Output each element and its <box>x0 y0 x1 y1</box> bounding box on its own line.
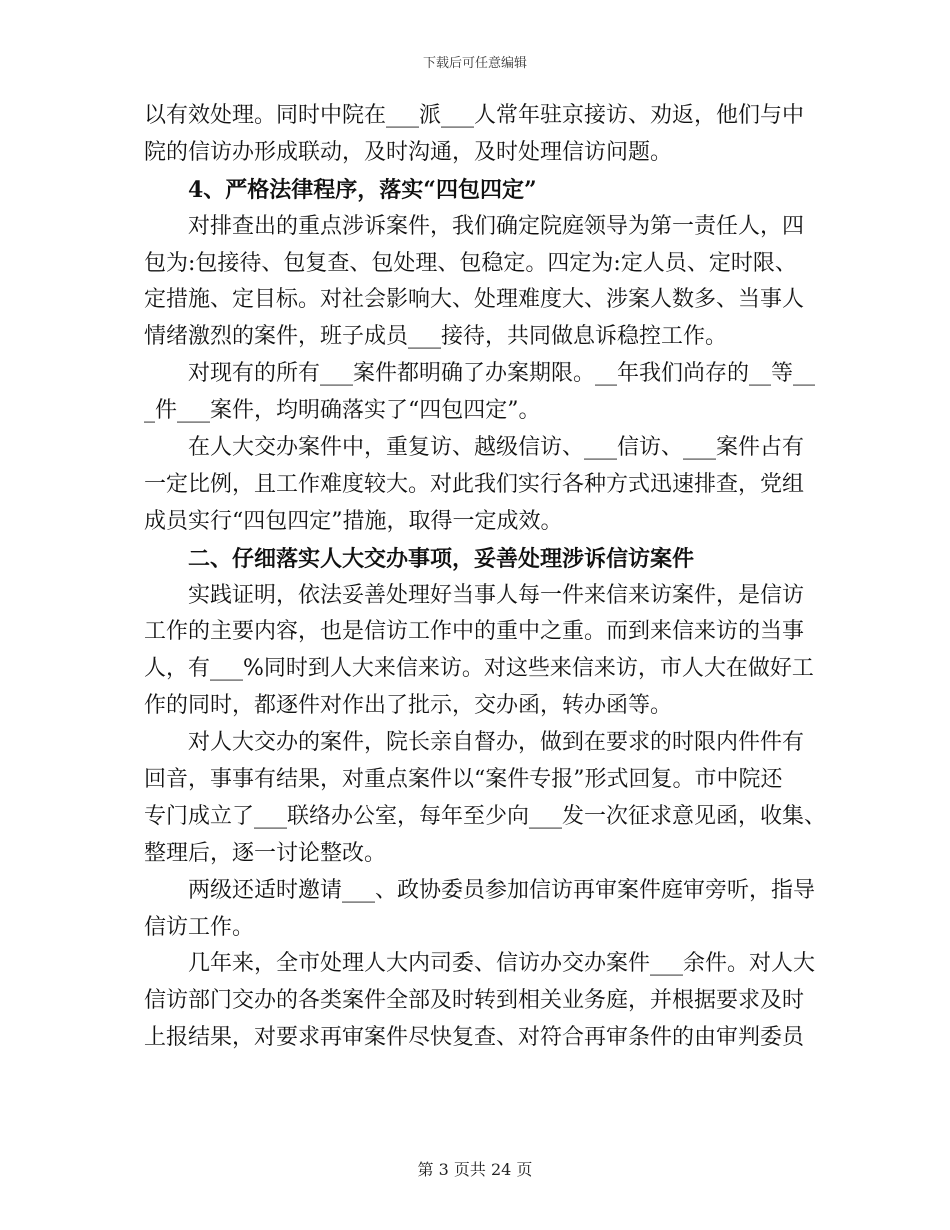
text-line: 两级还适时邀请___、政协委员参加信访再审案件庭审旁听，指导 <box>188 877 816 903</box>
text-line: 工作的主要内容，也是信访工作中的重中之重。而到来信来访的当事 <box>144 619 805 645</box>
text-line: 实践证明，依法妥善处理好当事人每一件来信来访案件，是信访 <box>188 582 805 608</box>
document-body <box>144 98 827 1057</box>
text-line: 几年来，全市处理人大内司委、信访办交办案件___余件。对人大 <box>188 951 816 977</box>
text-line: 信访部门交办的各类案件全部及时转到相关业务庭，并根据要求及时 <box>144 988 805 1014</box>
text-line: 情绪激烈的案件，班子成员___接待，共同做息诉稳控工作。 <box>144 324 728 350</box>
text-line: 作的同时，都逐件对作出了批示，交办函，转办函等。 <box>144 693 673 719</box>
section-heading-line: 4、严格法律程序，落实“四包四定” <box>188 176 537 203</box>
text-line: 专门成立了___联络办公室，每年至少向___发一次征求意见函，收集、 <box>144 803 827 829</box>
text-line: 对现有的所有___案件都明确了办案期限。__年我们尚存的__等__ <box>188 361 816 387</box>
text-line: 人，有___%同时到人大来信来访。对这些来信来访，市人大在做好工 <box>144 656 814 682</box>
text-line: 上报结果，对要求再审案件尽快复查、对符合再审条件的由审判委员 <box>144 1025 805 1051</box>
text-line: 成员实行“四包四定”措施，取得一定成效。 <box>144 508 563 534</box>
text-line: 在人大交办案件中，重复访、越级信访、___信访、___案件占有 <box>188 435 805 461</box>
text-line: 一定比例，且工作难度较大。对此我们实行各种方式迅速排查，党组 <box>144 471 805 497</box>
text-line: 信访工作。 <box>144 914 255 940</box>
text-line: 对人大交办的案件，院长亲自督办，做到在要求的时限内件件有 <box>188 730 805 756</box>
page-footer: 第 3 页共 24 页 <box>417 1160 533 1179</box>
text-line: 以有效处理。同时中院在___派___人常年驻京接访、劝返，他们与中 <box>144 103 805 128</box>
text-line: 院的信访办形成联动，及时沟通，及时处理信访问题。 <box>144 139 673 165</box>
text-line: 整理后，逐一讨论整改。 <box>144 840 387 866</box>
page-header: 下载后可任意编辑 <box>422 56 527 71</box>
text-line: 包为:包接待、包复查、包处理、包稳定。四定为:定人员、定时限、 <box>144 250 797 276</box>
section-heading-line: 二、仔细落实人大交办事项，妥善处理涉诉信访案件 <box>188 545 695 572</box>
text-line: 定措施、定目标。对社会影响大、处理难度大、涉案人数多、当事人 <box>144 287 805 313</box>
text-line: 回音，事事有结果，对重点案件以“案件专报”形式回复。市中院还 <box>144 767 783 793</box>
text-line: _件___案件，均明确落实了“四包四定”。 <box>144 398 541 424</box>
text-line: 对排查出的重点涉诉案件，我们确定院庭领导为第一责任人，四 <box>188 213 805 239</box>
